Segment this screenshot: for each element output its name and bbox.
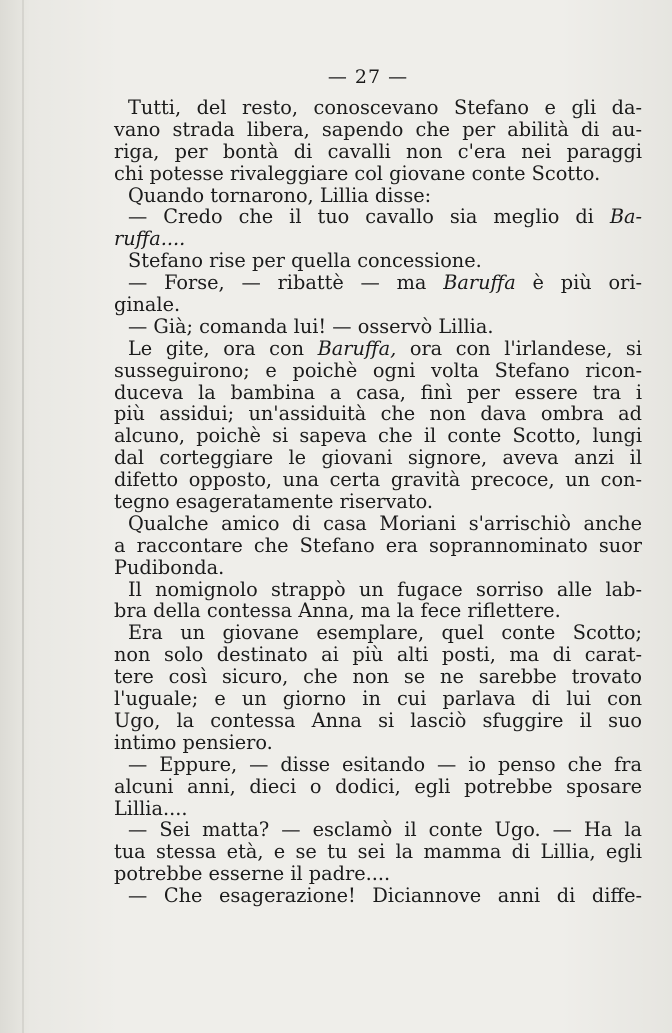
text-segment: susseguirono; e poichè ogni volta Stefano ricon- bbox=[114, 358, 642, 382]
text-line bbox=[114, 622, 642, 644]
page-number: — 27 — bbox=[327, 66, 409, 88]
text-segment: potrebbe esserne il padre.... bbox=[114, 862, 391, 886]
body-text bbox=[114, 97, 642, 907]
text-segment: a raccontare che Stefano era soprannominato suor bbox=[114, 533, 642, 557]
text-segment: difetto opposto, una certa gravità precoce, un con- bbox=[114, 468, 642, 492]
text-segment: duceva la bambina a casa, finì per essere tra i bbox=[114, 380, 642, 404]
text-segment: riga, per bontà di cavalli non c'era nei paraggi bbox=[114, 139, 642, 163]
text-line bbox=[114, 863, 642, 885]
text-line bbox=[114, 316, 642, 338]
text-line bbox=[114, 382, 642, 404]
text-segment: Lillia.... bbox=[114, 796, 188, 820]
text-segment: l'uguale; e un giorno in cui parlava di lui con bbox=[114, 687, 642, 711]
text-segment: più assidui; un'assiduità che non dava ombra ad bbox=[114, 402, 642, 426]
text-segment: chi potesse rivaleggiare col giovane conte Scotto. bbox=[114, 161, 601, 185]
text-segment: bra della contessa Anna, ma la fece riflettere. bbox=[114, 599, 561, 623]
text-segment: Qualche amico di casa Moriani s'arrischiò anche bbox=[128, 511, 642, 535]
text-line bbox=[114, 688, 642, 710]
text-line bbox=[114, 819, 642, 841]
text-segment: tere così sicuro, che non se ne sarebbe trovato bbox=[114, 665, 642, 689]
text-line bbox=[114, 338, 642, 360]
italic-text: Baruffa, bbox=[317, 336, 397, 360]
text-line bbox=[114, 228, 642, 250]
text-line bbox=[114, 119, 642, 141]
text-line bbox=[114, 425, 642, 447]
text-segment: — Già; comanda lui! — osservò Lillia. bbox=[128, 314, 494, 338]
text-line bbox=[114, 535, 642, 557]
text-line bbox=[114, 294, 642, 316]
text-line bbox=[114, 776, 642, 798]
text-segment: intimo pensiero. bbox=[114, 730, 273, 754]
text-segment: non solo destinato ai più alti posti, ma di carat- bbox=[114, 643, 642, 667]
text-line bbox=[114, 600, 642, 622]
text-line bbox=[114, 798, 642, 820]
text-segment: alcuno, poichè si sapeva che il conte Scotto, lungi bbox=[114, 424, 642, 448]
italic-text: ruffa.... bbox=[114, 227, 186, 251]
italic-text: Ba- bbox=[609, 205, 642, 229]
text-line bbox=[114, 469, 642, 491]
text-line bbox=[114, 447, 642, 469]
text-line bbox=[114, 185, 642, 207]
text-segment: Stefano rise per quella concessione. bbox=[128, 249, 482, 273]
text-line bbox=[114, 579, 642, 601]
text-segment: — Forse, — ribattè — ma bbox=[128, 271, 444, 295]
text-line bbox=[114, 97, 642, 119]
text-line bbox=[114, 491, 642, 513]
text-line bbox=[114, 557, 642, 579]
text-line bbox=[114, 513, 642, 535]
text-line bbox=[114, 732, 642, 754]
text-segment: Ugo, la contessa Anna si lasciò sfuggire il suo bbox=[114, 708, 642, 732]
italic-text: Baruffa bbox=[443, 271, 516, 295]
text-segment: — Credo che il tuo cavallo sia meglio di bbox=[128, 205, 610, 229]
text-segment: Era un giovane esemplare, quel conte Scotto; bbox=[128, 621, 642, 645]
text-line bbox=[114, 754, 642, 776]
text-segment: Il nomignolo strappò un fugace sorriso alle lab- bbox=[128, 577, 642, 601]
text-segment: ora con l'irlandese, si bbox=[396, 336, 642, 360]
text-segment: tua stessa età, e se tu sei la mamma di Lillia, egli bbox=[114, 840, 642, 864]
text-segment: dal corteggiare le giovani signore, aveva anzi il bbox=[114, 446, 642, 470]
text-segment: — Che esagerazione! Diciannove anni di diffe- bbox=[128, 884, 642, 908]
text-segment: Quando tornarono, Lillia disse: bbox=[128, 183, 432, 207]
text-line bbox=[114, 403, 642, 425]
text-line bbox=[114, 272, 642, 294]
text-segment: Tutti, del resto, conoscevano Stefano e gli da- bbox=[128, 96, 642, 119]
text-segment: ginale. bbox=[114, 293, 181, 317]
text-line bbox=[114, 666, 642, 688]
text-segment: è più ori- bbox=[515, 271, 642, 295]
text-line bbox=[114, 360, 642, 382]
text-line bbox=[114, 644, 642, 666]
text-segment: Le gite, ora con bbox=[128, 336, 318, 360]
text-line bbox=[114, 710, 642, 732]
text-line bbox=[114, 163, 642, 185]
text-segment: vano strada libera, sapendo che per abilità di au- bbox=[114, 117, 642, 141]
text-line bbox=[114, 885, 642, 907]
text-segment: alcuni anni, dieci o dodici, egli potrebbe sposare bbox=[114, 774, 642, 798]
text-line bbox=[114, 250, 642, 272]
text-segment: — Eppure, — disse esitando — io penso che fra bbox=[128, 752, 642, 776]
text-segment: — Sei matta? — esclamò il conte Ugo. — Ha la bbox=[128, 818, 642, 842]
text-line bbox=[114, 841, 642, 863]
text-line bbox=[114, 206, 642, 228]
text-segment: tegno esageratamente riservato. bbox=[114, 490, 434, 514]
text-line bbox=[114, 141, 642, 163]
page-spine-shadow bbox=[22, 0, 24, 1033]
text-segment: Pudibonda. bbox=[114, 555, 225, 579]
